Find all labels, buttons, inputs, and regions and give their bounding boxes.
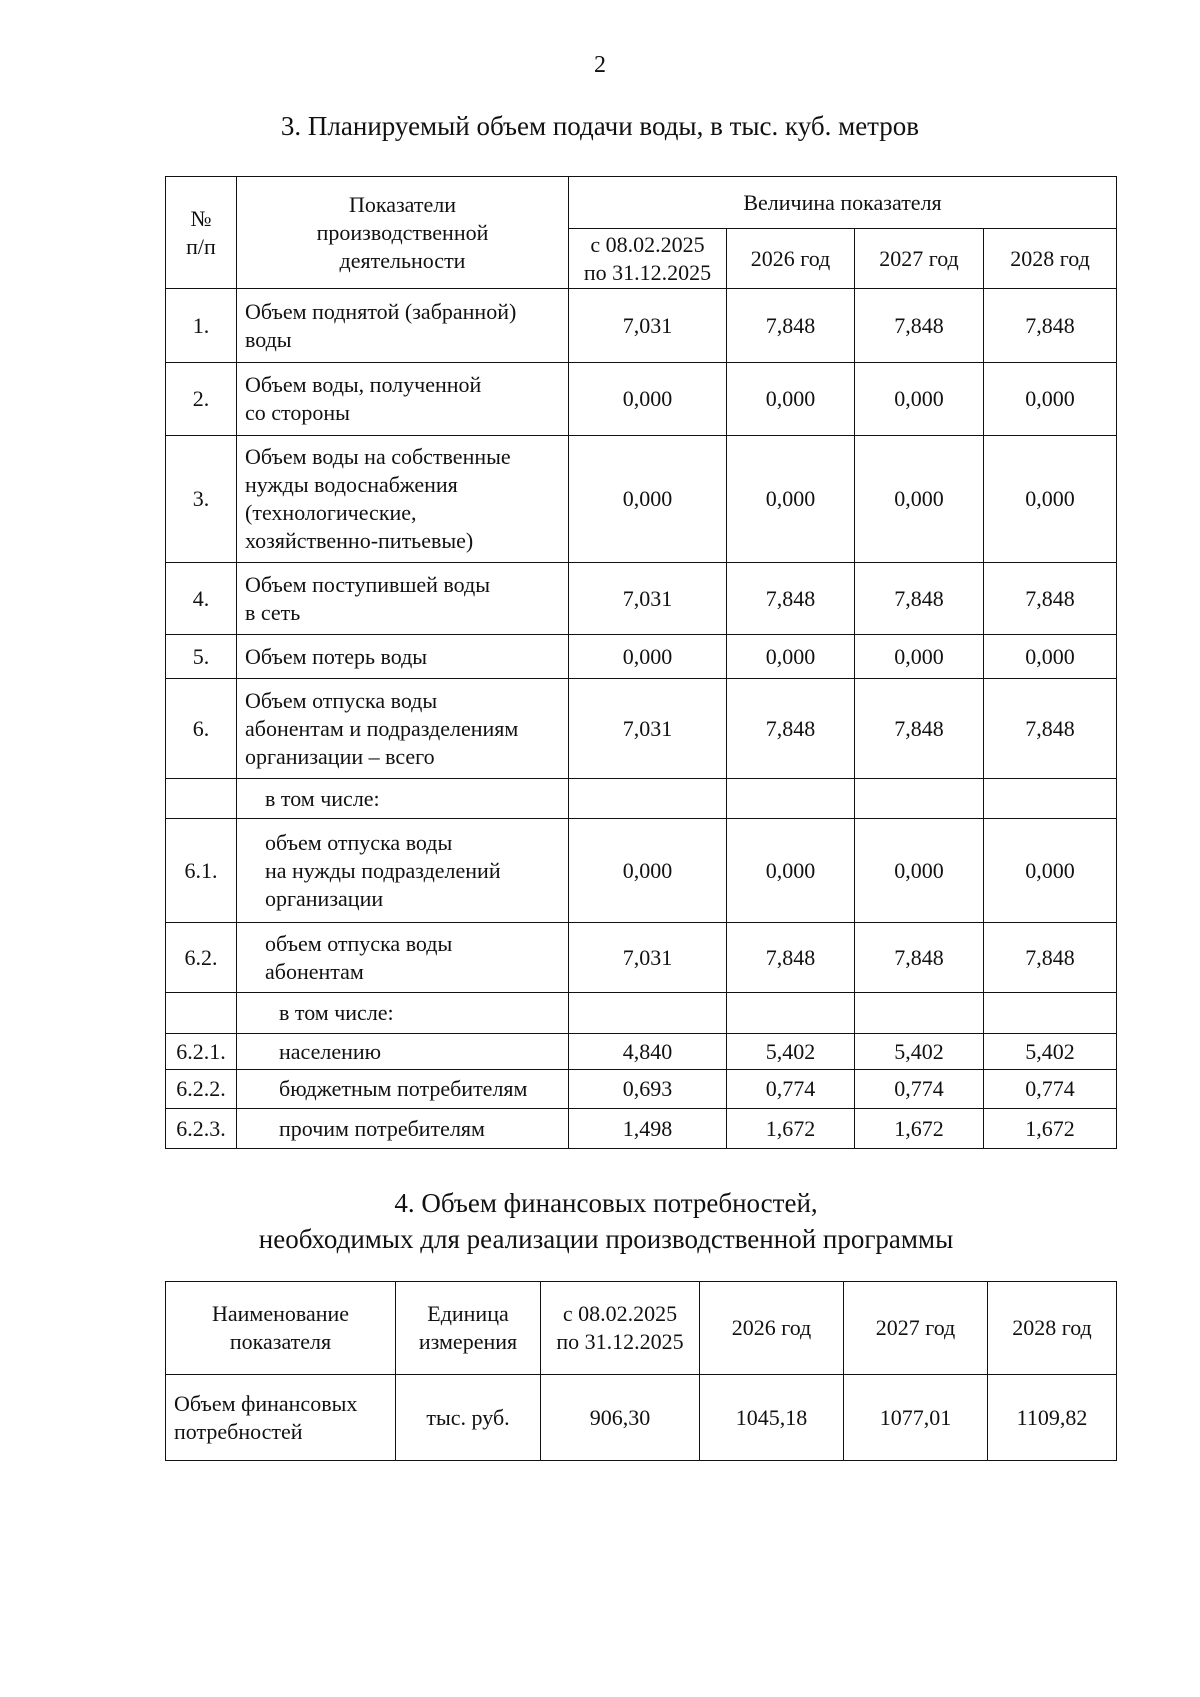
row-value: 5,402	[984, 1034, 1117, 1070]
row-value: 0,000	[984, 363, 1117, 436]
header-period: 2028 год	[988, 1282, 1117, 1375]
row-value: 0,000	[727, 436, 855, 563]
row-value	[727, 993, 855, 1034]
row-label: прочим потребителям	[237, 1109, 569, 1149]
table-row	[166, 819, 1117, 923]
row-label: объем отпуска воды на нужды подразделений организации	[237, 819, 569, 923]
table-header-row	[166, 177, 1117, 229]
row-label: в том числе:	[237, 779, 569, 819]
section-3-title: 3. Планируемый объем подачи воды, в тыс. куб. метров	[280, 111, 920, 141]
row-value: 5,402	[855, 1034, 984, 1070]
header-num: № п/п	[166, 177, 237, 289]
row-value: 7,031	[569, 563, 727, 635]
table-row	[166, 1034, 1117, 1070]
row-value: 906,30	[541, 1375, 700, 1461]
header-period: 2026 год	[727, 229, 855, 289]
table-row	[166, 363, 1117, 436]
header-period: с 08.02.2025 по 31.12.2025	[569, 229, 727, 289]
row-label: Объем финансовых потребностей	[166, 1375, 396, 1461]
row-value: 0,000	[855, 635, 984, 679]
row-value: 0,000	[727, 363, 855, 436]
table-row	[166, 679, 1117, 779]
row-value: 0,000	[984, 436, 1117, 563]
row-value: 0,000	[727, 635, 855, 679]
table-row	[166, 563, 1117, 635]
row-label: в том числе:	[237, 993, 569, 1034]
row-num: 6.2.3.	[166, 1109, 237, 1149]
row-value: 1,498	[569, 1109, 727, 1149]
row-value: 0,000	[569, 363, 727, 436]
table-row	[166, 1109, 1117, 1149]
financial-needs-table	[165, 1281, 1117, 1461]
row-value: 7,031	[569, 679, 727, 779]
row-value: 7,848	[855, 679, 984, 779]
row-value: 7,848	[855, 563, 984, 635]
row-label: Объем поднятой (забранной) воды	[237, 289, 569, 363]
row-value: 7,848	[984, 679, 1117, 779]
row-label: Объем воды, полученной со стороны	[237, 363, 569, 436]
header-period: 2028 год	[984, 229, 1117, 289]
row-num: 6.2.1.	[166, 1034, 237, 1070]
row-value	[569, 993, 727, 1034]
row-value: 7,848	[727, 289, 855, 363]
row-num	[166, 993, 237, 1034]
row-value	[569, 779, 727, 819]
header-period: с 08.02.2025 по 31.12.2025	[541, 1282, 700, 1375]
row-num: 2.	[166, 363, 237, 436]
row-value: 7,848	[984, 289, 1117, 363]
row-value: 0,000	[569, 436, 727, 563]
row-value	[984, 779, 1117, 819]
header-period: 2027 год	[855, 229, 984, 289]
table-row	[166, 1070, 1117, 1109]
row-value: 7,848	[855, 289, 984, 363]
row-label: Объем воды на собственные нужды водоснабжения (технологические, хозяйственно-питьевые)	[237, 436, 569, 563]
row-value	[855, 993, 984, 1034]
row-value: 0,000	[727, 819, 855, 923]
table-row	[166, 993, 1117, 1034]
water-supply-table	[165, 176, 1117, 1149]
row-value: 0,000	[855, 436, 984, 563]
row-value: 7,848	[855, 923, 984, 993]
row-value: 0,693	[569, 1070, 727, 1109]
row-unit: тыс. руб.	[396, 1375, 541, 1461]
row-value: 7,848	[727, 563, 855, 635]
table-row	[166, 289, 1117, 363]
row-value: 0,000	[984, 635, 1117, 679]
table-row	[166, 1375, 1117, 1461]
row-value: 7,848	[984, 563, 1117, 635]
page-number: 2	[594, 52, 606, 78]
row-value: 7,848	[984, 923, 1117, 993]
row-value: 7,848	[727, 679, 855, 779]
row-num: 3.	[166, 436, 237, 563]
row-value: 0,000	[984, 819, 1117, 923]
row-value: 0,000	[569, 819, 727, 923]
row-num: 6.2.2.	[166, 1070, 237, 1109]
row-value: 5,402	[727, 1034, 855, 1070]
row-value: 1077,01	[844, 1375, 988, 1461]
row-value: 0,000	[855, 819, 984, 923]
row-value: 1,672	[855, 1109, 984, 1149]
header-name: Наименование показателя	[166, 1282, 396, 1375]
row-value: 0,774	[984, 1070, 1117, 1109]
row-label: Объем поступившей воды в сеть	[237, 563, 569, 635]
row-label: Объем отпуска воды абонентам и подразделениям организации – всего	[237, 679, 569, 779]
row-num	[166, 779, 237, 819]
row-num: 6.	[166, 679, 237, 779]
row-value: 0,774	[855, 1070, 984, 1109]
table-row	[166, 436, 1117, 563]
row-value	[855, 779, 984, 819]
row-value: 1109,82	[988, 1375, 1117, 1461]
row-num: 6.1.	[166, 819, 237, 923]
header-unit: Единица измерения	[396, 1282, 541, 1375]
row-value: 0,000	[855, 363, 984, 436]
row-value: 0,774	[727, 1070, 855, 1109]
row-value	[727, 779, 855, 819]
row-label: Объем потерь воды	[237, 635, 569, 679]
row-value: 0,000	[569, 635, 727, 679]
section-4-title: 4. Объем финансовых потребностей, необходимых для реализации производственной программы	[258, 1188, 954, 1254]
row-num: 5.	[166, 635, 237, 679]
row-value: 7,848	[727, 923, 855, 993]
row-value: 1,672	[984, 1109, 1117, 1149]
header-period: 2026 год	[700, 1282, 844, 1375]
row-value: 1045,18	[700, 1375, 844, 1461]
row-value: 4,840	[569, 1034, 727, 1070]
table-row	[166, 635, 1117, 679]
table-row	[166, 779, 1117, 819]
row-label: населению	[237, 1034, 569, 1070]
table-row	[166, 923, 1117, 993]
row-value: 7,031	[569, 289, 727, 363]
header-indicator: Показатели производственной деятельности	[237, 177, 569, 289]
header-period: 2027 год	[844, 1282, 988, 1375]
row-label: объем отпуска воды абонентам	[237, 923, 569, 993]
row-num: 6.2.	[166, 923, 237, 993]
row-num: 4.	[166, 563, 237, 635]
row-num: 1.	[166, 289, 237, 363]
table-header-row	[166, 1282, 1117, 1375]
row-value: 1,672	[727, 1109, 855, 1149]
row-value: 7,031	[569, 923, 727, 993]
row-value	[984, 993, 1117, 1034]
row-label: бюджетным потребителям	[237, 1070, 569, 1109]
header-value: Величина показателя	[569, 177, 1117, 229]
